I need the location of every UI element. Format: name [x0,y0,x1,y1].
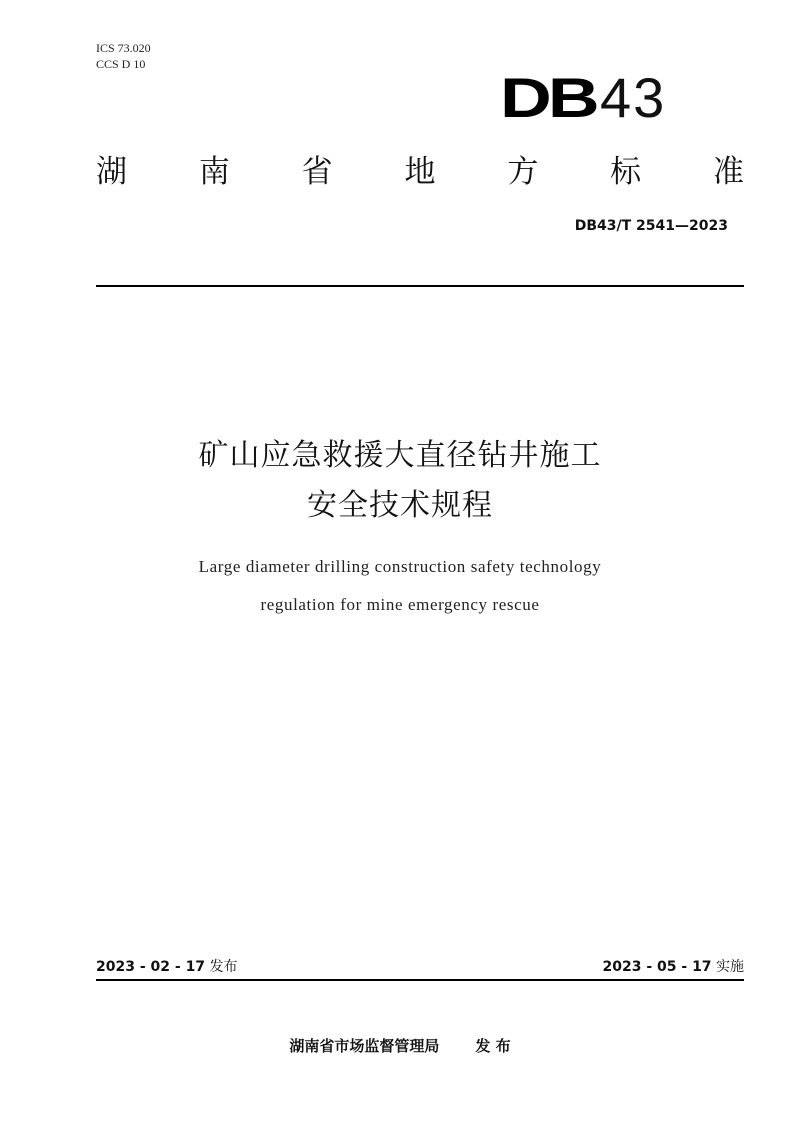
standard-type-char: 湖 [96,154,127,190]
logo-number: 43 [600,65,667,129]
title-zh-line-1: 矿山应急救援大直径钻井施工 [198,438,602,473]
ccs-code: CCS D 10 [96,57,146,71]
effective-date [603,956,745,976]
standard-type-char: 地 [404,154,436,190]
standard-type-title [96,150,744,194]
standard-type-char: 准 [712,154,744,190]
effective-date-label: 实施 [716,959,744,975]
top-divider [96,285,744,287]
issue-date [96,956,238,976]
standard-type-char: 南 [198,154,230,190]
classification-codes [96,40,151,72]
logo-prefix: DB [500,65,596,129]
ics-code: ICS 73.020 [96,41,151,55]
standard-type-char: 省 [301,154,333,190]
publisher [0,1035,800,1056]
title-en-line-1: Large diameter drilling construction safety technology [198,557,602,576]
bottom-divider [96,979,744,981]
publisher-action: 发 布 [475,1037,511,1055]
db-logo [500,62,666,132]
issue-date-label: 发布 [209,959,238,975]
title-zh-line-2: 安全技术规程 [307,488,493,523]
publisher-name: 湖南省市场监督管理局 [289,1037,440,1055]
issue-date-value: 2023 - 02 - 17 [96,959,206,975]
title-en-line-2: regulation for mine emergency rescue [260,595,540,614]
effective-date-value: 2023 - 05 - 17 [602,959,712,975]
standard-type-char: 标 [610,154,642,190]
standard-type-char: 方 [507,154,539,190]
standard-number: DB43/T 2541—2023 [574,218,728,234]
